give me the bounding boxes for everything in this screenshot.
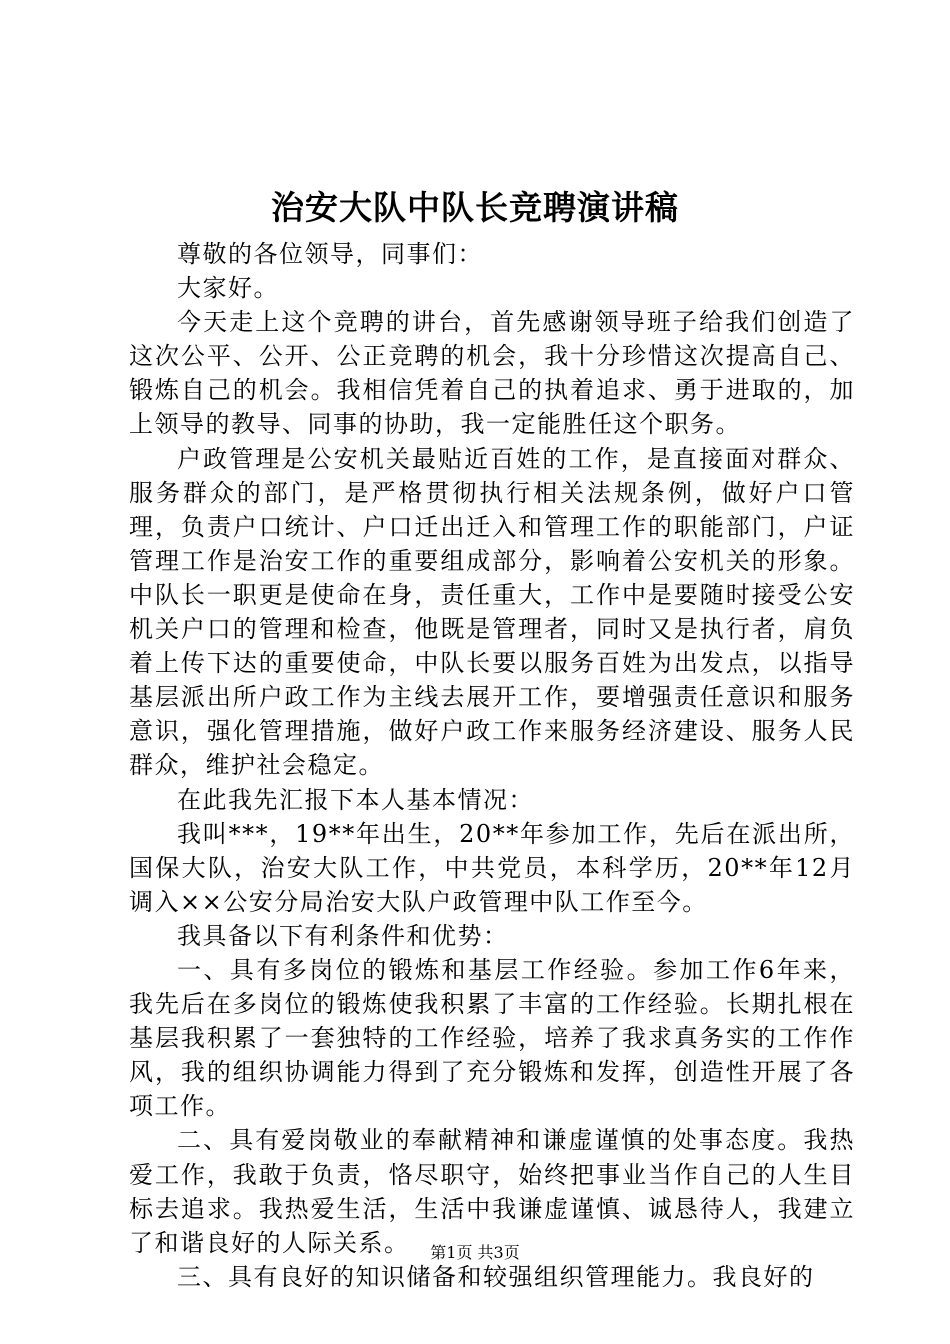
paragraph-basic-info-heading: 在此我先汇报下本人基本情况：: [177, 785, 534, 814]
page-number-footer: 第1页 共3页: [430, 1243, 520, 1262]
paragraph-advantages-heading: 我具备以下有利条件和优势：: [177, 921, 509, 950]
document-title: 治安大队中队长竞聘演讲稿: [271, 188, 679, 227]
paragraph-intro: 今天走上这个竞聘的讲台，首先感谢领导班子给我们创造了这次公平、公开、公正竞聘的机会，我十分珍惜这次提高自己、锻炼自己的机会。我相信凭着自己的执着追求、勇于进取的，加上领导的教导、同事的协助，我一定能胜任这个职务。: [129, 308, 855, 439]
paragraph-advantage-3: 三、具有良好的知识储备和较强组织管理能力。我良好的: [177, 1262, 815, 1291]
paragraph-basic-info: 我叫***，19**年出生，20**年参加工作，先后在派出所，国保大队，治安大队工作，中共党员，本科学历，20**年12月调入××公安分局治安大队户政管理中队工作至今。: [129, 819, 855, 916]
paragraph-greeting: 大家好。: [177, 274, 279, 303]
paragraph-advantage-2: 二、具有爱岗敬业的奉献精神和谦虚谨慎的处事态度。我热爱工作，我敢于负责，恪尽职守，始终把事业当作自己的人生目标去追求。我热爱生活，生活中我谦虚谨慎、诚恳待人，我建立了和谐良好的人际关系。: [129, 1126, 855, 1257]
document-body: [129, 237, 855, 1294]
paragraph-advantage-1: 一、具有多岗位的锻炼和基层工作经验。参加工作6年来，我先后在多岗位的锻炼使我积累了丰富的工作经验。长期扎根在基层我积累了一套独特的工作经验，培养了我求真务实的工作作风，我的组织协调能力得到了充分锻炼和发挥，创造性开展了各项工作。: [129, 955, 855, 1121]
paragraph-role-description: 户政管理是公安机关最贴近百姓的工作，是直接面对群众、服务群众的部门，是严格贯彻执行相关法规条例，做好户口管理，负责户口统计、户口迁出迁入和管理工作的职能部门，户证管理工作是治安工作的重要组成部分，影响着公安机关的形象。中队长一职更是使命在身，责任重大，工作中是要随时接受公安机关户口的管理和检查，他既是管理者，同时又是执行者，肩负着上传下达的重要使命，中队长要以服务百姓为出发点，以指导基层派出所户政工作为主线去展开工作，要增强责任意识和服务意识，强化管理措施，做好户政工作来服务经济建设、服务人民群众，维护社会稳定。: [129, 444, 855, 780]
paragraph-salutation: 尊敬的各位领导，同事们：: [177, 240, 483, 268]
